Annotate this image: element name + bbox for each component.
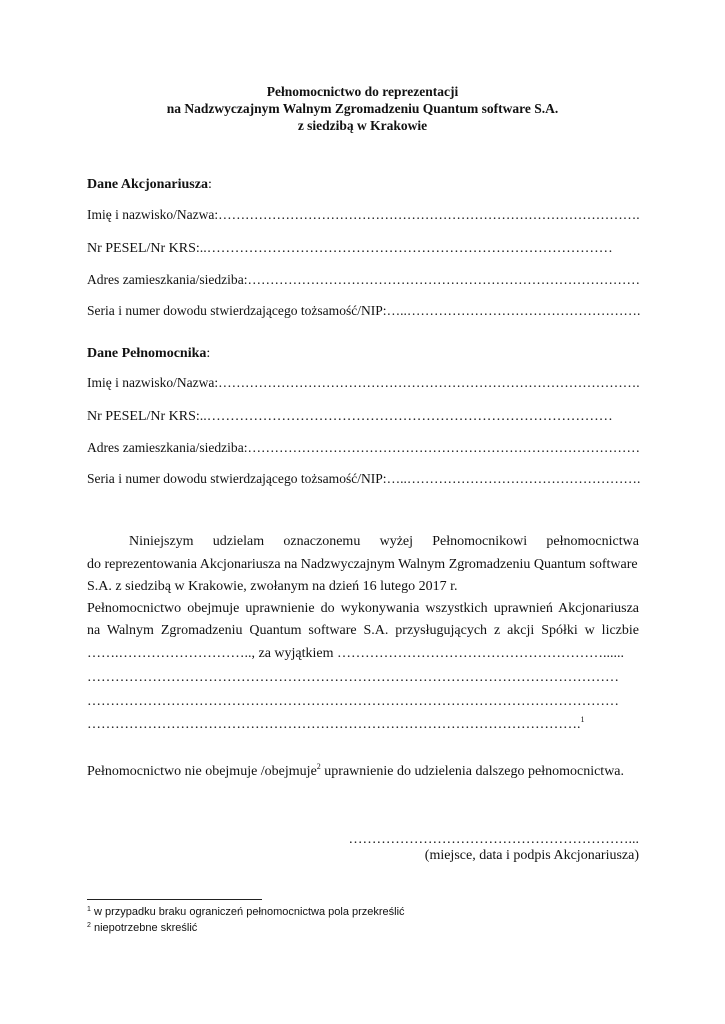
footnote-1 xyxy=(87,906,405,918)
proxy-heading-colon: : xyxy=(206,346,211,361)
footnote-number: 2 xyxy=(87,922,91,929)
proxy-id-field: Seria i numer dowodu stwierdzającego tożsamość/NIP:…..……………………………………………. xyxy=(87,472,641,487)
shareholder-address-field: Adres zamieszkania/siedziba:…………………………………………………………………………… xyxy=(87,273,640,288)
shareholder-id-field: Seria i numer dowodu stwierdzającego tożsamość/NIP:…..……………………………………………. xyxy=(87,304,641,319)
grant-paragraph-line-2: do reprezentowania Akcjonariusza na Nadzwyczajnym Walnym Zgromadzeniu Quantum software xyxy=(87,557,638,572)
scope-paragraph-line-5: …………………………………………………………………………………………………… xyxy=(87,694,619,709)
footnote-number: 1 xyxy=(87,906,91,913)
proxy-pesel-field: Nr PESEL/Nr KRS:..…………………………………………………………………………… xyxy=(87,409,613,424)
scope-paragraph-line-6 xyxy=(87,717,585,733)
shareholder-pesel-field: Nr PESEL/Nr KRS:..…………………………………………………………………………… xyxy=(87,241,613,256)
grant-paragraph-line-3: S.A. z siedzibą w Krakowie, zwołanym na dzień 16 lutego 2017 r. xyxy=(87,579,458,594)
proxy-name-field: Imię i nazwisko/Nazwa:…………………………………………………………………………………. xyxy=(87,376,640,391)
proxy-address-field: Adres zamieszkania/siedziba:…………………………………………………………………………… xyxy=(87,441,640,456)
footnote-ref-2: 2 xyxy=(316,762,321,771)
signature-line: ……………………………………………………... xyxy=(348,832,639,847)
word: Niniejszym xyxy=(129,534,194,549)
word: Pełnomocnikowi xyxy=(432,534,528,549)
title-line-2: na Nadzwyczajnym Walnym Zgromadzeniu Quantum software S.A. xyxy=(166,101,559,116)
statement-start: Pełnomocnictwo nie obejmuje /obejmuje xyxy=(87,764,317,779)
signature-caption: (miejsce, data i podpis Akcjonariusza) xyxy=(424,848,639,863)
word: oznaczonemu xyxy=(283,534,361,549)
footnote-text: niepotrzebne skreślić xyxy=(90,922,198,934)
shareholder-heading xyxy=(87,177,212,193)
footnote-separator xyxy=(87,899,262,900)
footnote-ref-1: 1 xyxy=(580,715,585,724)
title-line-1: Pełnomocnictwo do reprezentacji xyxy=(266,84,459,99)
statement-end: uprawnienie do udzielenia dalszego pełnomocnictwa. xyxy=(320,764,625,779)
title-line-3: z siedzibą w Krakowie xyxy=(297,118,428,133)
shareholder-heading-text: Dane Akcjonariusza xyxy=(87,177,208,192)
scope-paragraph-line-1: Pełnomocnictwo obejmuje uprawnienie do wykonywania wszystkich uprawnień Akcjonariusza xyxy=(87,601,639,616)
scope-paragraph-line-3: …….……………………….., za wyjątkiem …………………………………………………...... xyxy=(87,646,625,661)
grant-paragraph-line-1 xyxy=(129,534,639,550)
word: udzielam xyxy=(212,534,265,549)
shareholder-heading-colon: : xyxy=(207,177,212,192)
proxy-heading-text: Dane Pełnomocnika xyxy=(87,346,207,361)
scope-paragraph-line-4: …………………………………………………………………………………………………… xyxy=(87,670,619,685)
shareholder-name-field: Imię i nazwisko/Nazwa:…………………………………………………………………………………. xyxy=(87,208,640,223)
proxy-heading xyxy=(87,346,210,362)
dotted-fill: ……………………………………………………………………………………………. xyxy=(87,717,581,732)
word: pełnomocnictwa xyxy=(546,534,639,549)
further-proxy-statement xyxy=(87,764,624,780)
scope-paragraph-line-2: na Walnym Zgromadzeniu Quantum software S.A. przysługujących z akcji Spółki w liczbie xyxy=(87,623,639,638)
footnote-2 xyxy=(87,922,197,934)
footnote-text: w przypadku braku ograniczeń pełnomocnictwa pola przekreślić xyxy=(90,906,405,918)
word: wyżej xyxy=(379,534,414,549)
